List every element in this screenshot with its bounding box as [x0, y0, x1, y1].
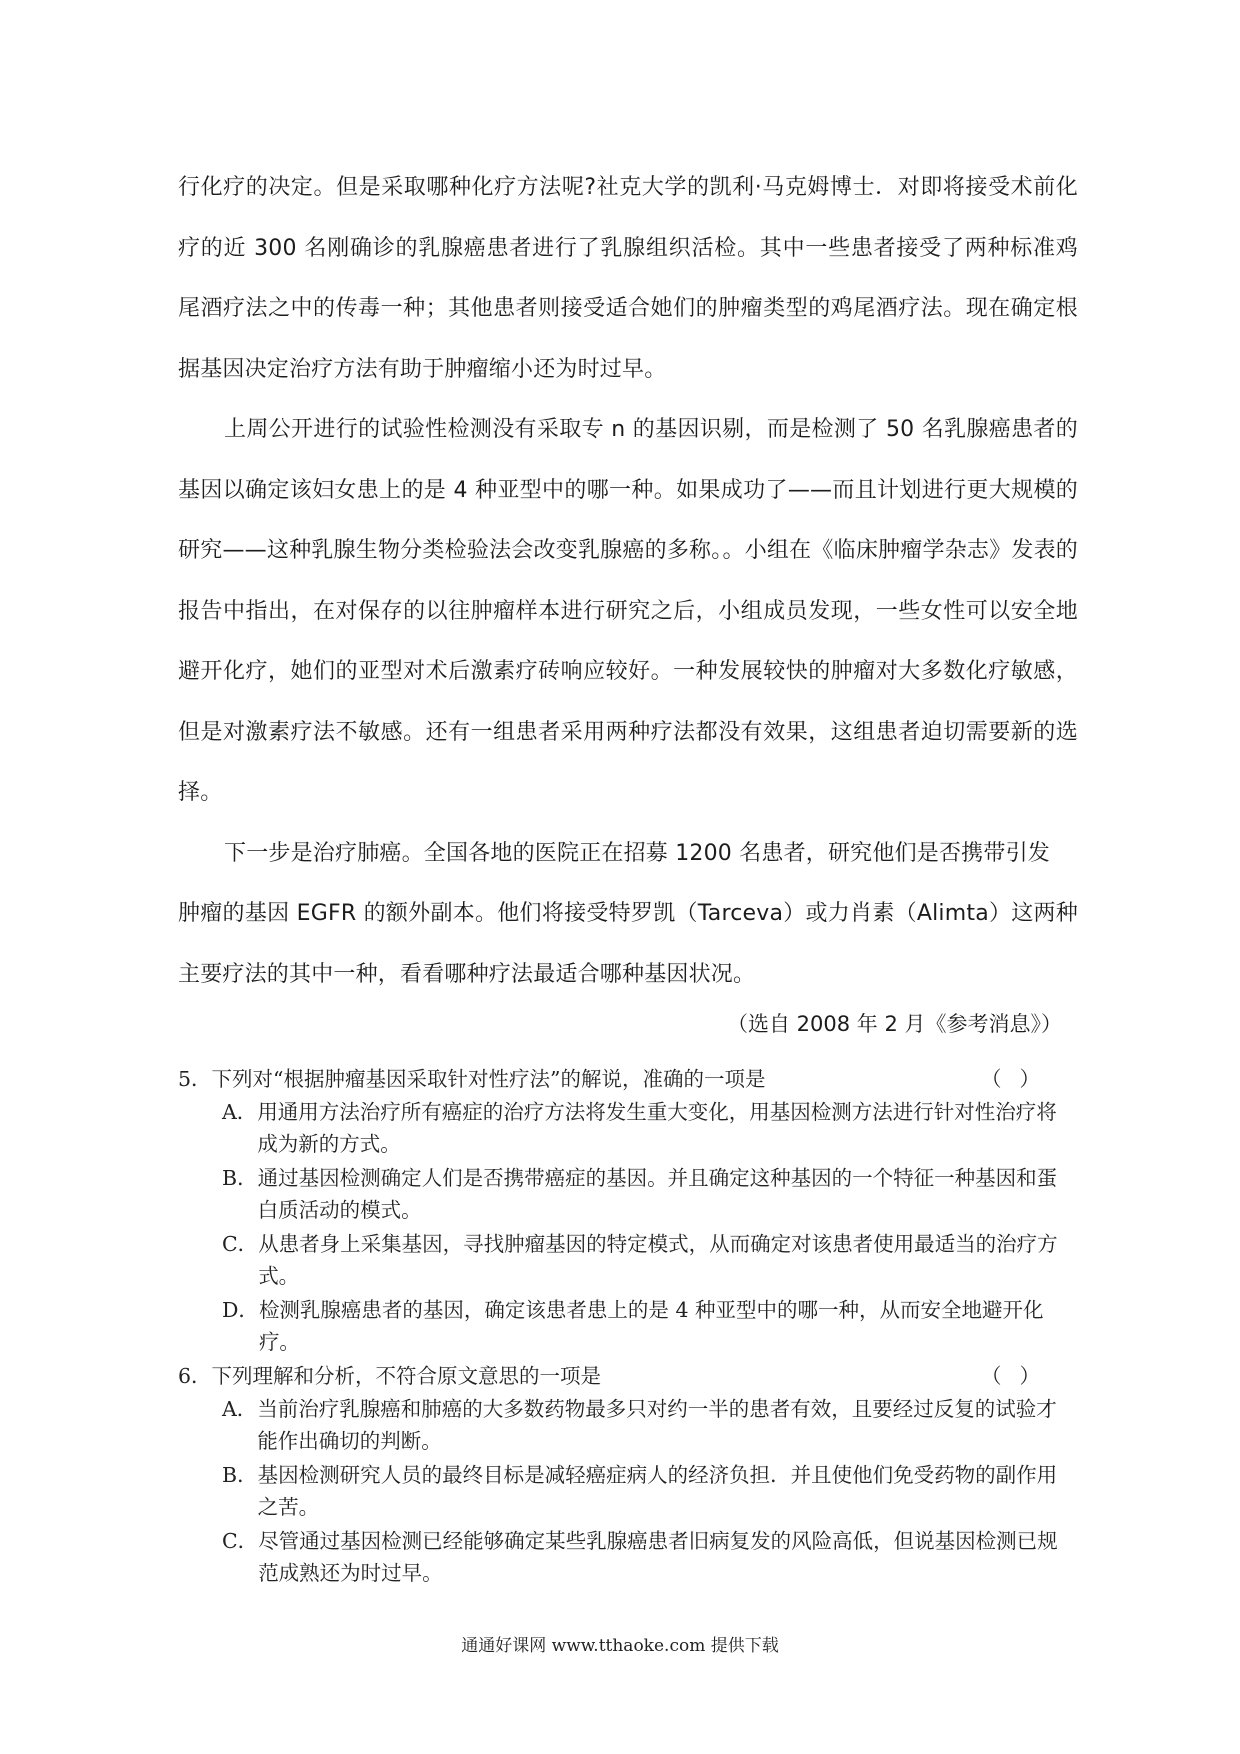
question-6-option-b: [222, 1459, 1078, 1523]
question-5-option-c: [222, 1228, 1078, 1292]
question-6-answer-blank: （）: [981, 1364, 1058, 1388]
option-letter: C．: [222, 1529, 259, 1553]
option-letter: A．: [222, 1397, 258, 1421]
question-5-text: 5．下列对“根据肿瘤基因采取针对性疗法”的解说，准确的一项是: [178, 1067, 766, 1091]
question-section: [178, 1063, 1078, 1591]
article-body: [178, 158, 1078, 1005]
option-text: 用通用方法治疗所有癌症的治疗方法将发生重大变化，用基因检测方法进行针对性治疗将成为新的方式。: [257, 1100, 1057, 1156]
question-5-option-b: [222, 1162, 1078, 1226]
question-5-option-a: [222, 1096, 1078, 1160]
option-text: 基因检测研究人员的最终目标是减轻癌症病人的经济负担．并且使他们免受药物的副作用之苦。: [257, 1463, 1058, 1519]
question-5-option-d: [222, 1294, 1078, 1358]
option-letter: B．: [222, 1463, 258, 1487]
option-text: 检测乳腺癌患者的基因，确定该患者患上的是 4 种亚型中的哪一种，从而安全地避开化疗。: [258, 1298, 1044, 1354]
article-paragraph-4: 肿瘤的基因 EGFR 的额外副本。他们将接受特罗凯（Tarceva）或力肖素（Alimta）这两种主要疗法的其中一种，看看哪种疗法最适合哪种基因状况。: [178, 901, 1078, 987]
option-text: 尽管通过基因检测已经能够确定某些乳腺癌患者旧病复发的风险高低，但说基因检测已规范成熟还为时过早。: [258, 1529, 1058, 1585]
option-letter: D．: [222, 1298, 259, 1322]
option-letter: A．: [222, 1100, 258, 1124]
question-6-option-a: [222, 1393, 1078, 1457]
question-6-stem: [178, 1360, 1078, 1392]
option-letter: C．: [222, 1232, 259, 1256]
option-text: 通过基因检测确定人们是否携带癌症的基因。并且确定这种基因的一个特征一种基因和蛋白质活动的模式。: [257, 1166, 1058, 1222]
option-text: 当前治疗乳腺癌和肺癌的大多数药物最多只对约一半的患者有效，且要经过反复的试验才能作出确切的判断。: [257, 1397, 1057, 1453]
article-paragraph-2: 上周公开进行的试验性检测没有采取专 n 的基因识剔，而是检测了 50 名乳腺癌患者的基因以确定该妇女患上的是 4 种亚型中的哪一种。如果成功了——而且计划进行更大规模的研究——这种乳腺生物分类检验法会改变乳腺癌的多称。。小组在《临床肿瘤学杂志》发表的报告中指出，在对保存的以往肿瘤样本进行研究之后，小组成员发现，一些女性可以安全地避开化疗，她们的亚型对术后激素疗砖响应较好。一种发展较快的肿瘤对大多数化疗敏感，但是对激素疗法不敏感。还有一组患者采用两种疗法都没有效果，这组患者迫切需要新的选择。: [178, 417, 1078, 805]
article-paragraph-1: 行化疗的决定。但是采取哪种化疗方法呢?社克大学的凯利·马克姆博士．对即将接受术前化疗的近 300 名刚确诊的乳腺癌患者进行了乳腺组织活检。其中一些患者接受了两种标准鸡尾酒疗法之中的传毒一种；其他患者则接受适合她们的肿瘤类型的鸡尾酒疗法。现在确定根据基因决定治疗方法有助于肿瘤缩小还为时过早。: [178, 175, 1078, 382]
question-5-stem: [178, 1063, 1078, 1095]
option-text: 从患者身上采集基因，寻找肿瘤基因的特定模式，从而确定对该患者使用最适当的治疗方式。: [258, 1232, 1058, 1288]
article-source: （选自 2008 年 2 月《参考消息》）: [726, 1012, 1062, 1036]
question-6-option-c: [222, 1525, 1078, 1589]
option-letter: B．: [222, 1166, 258, 1190]
question-6-text: 6．下列理解和分析，不符合原文意思的一项是: [178, 1364, 602, 1388]
page-footer: 通通好课网 www.tthaoke.com 提供下载: [461, 1636, 779, 1656]
article-paragraph-3: 下一步是治疗肺癌。全国各地的医院正在招募 1200 名患者，研究他们是否携带引发: [224, 840, 1050, 866]
question-5-answer-blank: （）: [981, 1067, 1058, 1091]
